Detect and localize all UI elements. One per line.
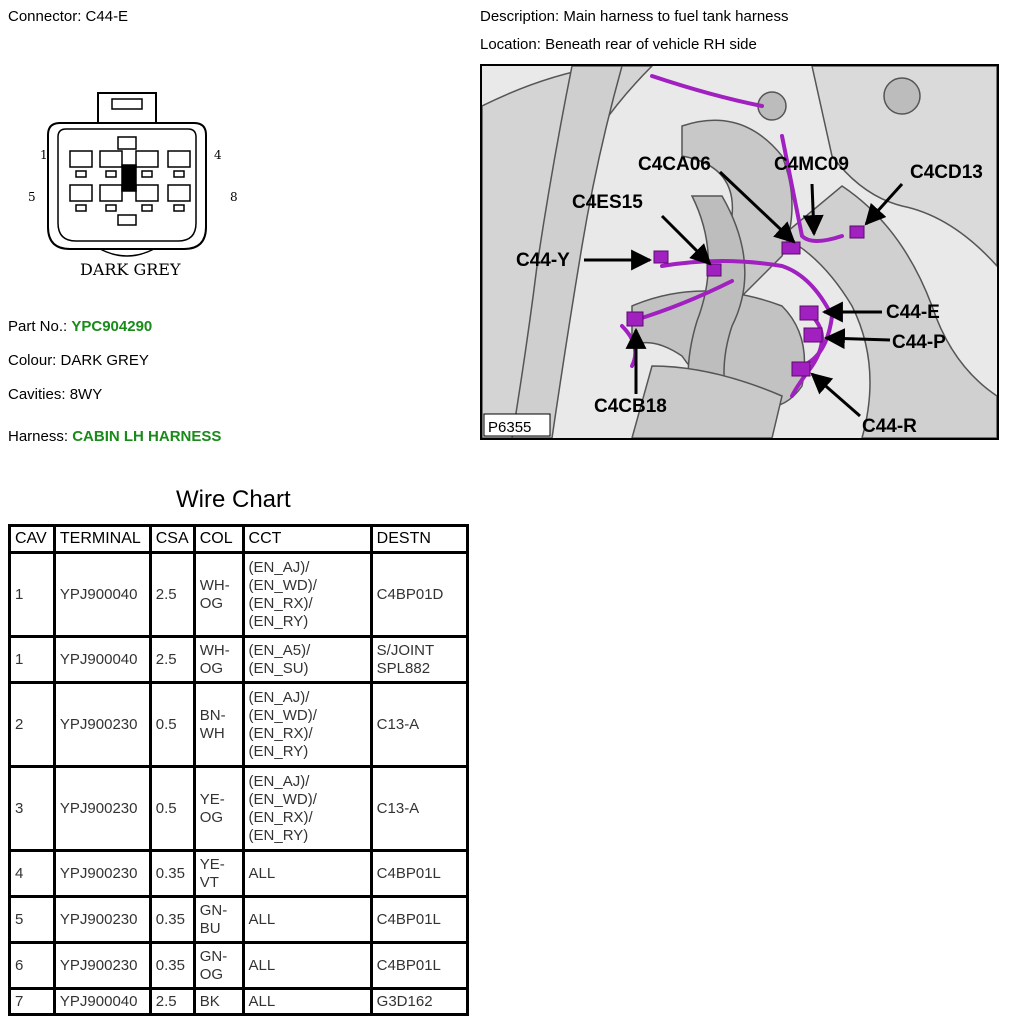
part-no-value: YPC904290	[71, 318, 153, 335]
colour-label: Colour:	[8, 352, 57, 369]
cell-cav: 7	[10, 989, 55, 1015]
callout-c44e: C44-E	[886, 302, 940, 323]
cell-destn: C4BP01L	[371, 851, 467, 897]
callout-c4es15: C4ES15	[572, 192, 643, 213]
cell-destn: C4BP01L	[371, 943, 467, 989]
harness-line	[8, 428, 221, 445]
callout-c4cd13: C4CD13	[910, 162, 983, 183]
cell-cav: 4	[10, 851, 55, 897]
cell-terminal: YPJ900040	[54, 637, 150, 683]
cell-cct: (EN_AJ)/ (EN_WD)/ (EN_RX)/ (EN_RY)	[243, 683, 371, 767]
harness-value: CABIN LH HARNESS	[72, 428, 222, 445]
header-cct: CCT	[243, 526, 371, 553]
callout-c4cb18: C4CB18	[594, 396, 667, 417]
connector-face-diagram	[20, 85, 250, 285]
table-row	[10, 851, 468, 897]
cavities-line	[8, 386, 102, 403]
cell-col: GN- BU	[194, 897, 243, 943]
cell-col: YE- VT	[194, 851, 243, 897]
table-row	[10, 897, 468, 943]
table-row	[10, 637, 468, 683]
connector-value: C44-E	[85, 8, 129, 25]
cell-cct: ALL	[243, 851, 371, 897]
cell-csa: 0.5	[150, 683, 194, 767]
cell-cct: (EN_A5)/ (EN_SU)	[243, 637, 371, 683]
callout-c44y: C44-Y	[516, 250, 570, 271]
harness-label: Harness:	[8, 428, 69, 445]
cell-cav: 1	[10, 637, 55, 683]
cell-csa: 0.35	[150, 943, 194, 989]
table-row	[10, 767, 468, 851]
connector-line	[8, 8, 128, 25]
header-terminal: TERMINAL	[54, 526, 150, 553]
cell-col: WH- OG	[194, 637, 243, 683]
cell-cct: ALL	[243, 897, 371, 943]
pin-label-4: 4	[214, 148, 222, 162]
colour-line	[8, 352, 149, 369]
cell-cav: 6	[10, 943, 55, 989]
colour-value: DARK GREY	[60, 352, 149, 369]
description-value: Main harness to fuel tank harness	[563, 8, 789, 25]
cell-col: BN- WH	[194, 683, 243, 767]
cell-cav: 1	[10, 553, 55, 637]
cell-col: WH- OG	[194, 553, 243, 637]
location-photo	[480, 64, 999, 440]
cell-terminal: YPJ900230	[54, 897, 150, 943]
part-no-label: Part No.:	[8, 318, 68, 335]
cell-cav: 3	[10, 767, 55, 851]
cell-col: BK	[194, 989, 243, 1015]
cell-destn: C4BP01L	[371, 897, 467, 943]
location-label: Location:	[480, 36, 541, 53]
cell-col: YE- OG	[194, 767, 243, 851]
header-cav: CAV	[10, 526, 55, 553]
cavities-value: 8WY	[69, 386, 103, 403]
cell-terminal: YPJ900230	[54, 943, 150, 989]
location-value: Beneath rear of vehicle RH side	[545, 36, 757, 53]
table-row	[10, 683, 468, 767]
callout-c44r: C44-R	[862, 416, 917, 437]
cell-terminal: YPJ900230	[54, 767, 150, 851]
cell-cct: ALL	[243, 943, 371, 989]
cell-cav: 5	[10, 897, 55, 943]
description-label: Description:	[480, 8, 560, 25]
cavities-label: Cavities:	[8, 386, 66, 403]
callout-c4mc09: C4MC09	[774, 154, 849, 175]
cell-terminal: YPJ900040	[54, 553, 150, 637]
location-line	[480, 36, 757, 53]
cell-terminal: YPJ900230	[54, 851, 150, 897]
cell-col: GN- OG	[194, 943, 243, 989]
photo-id-label: P6355	[488, 419, 532, 436]
table-row	[10, 553, 468, 637]
wire-chart-title: Wire Chart	[176, 486, 291, 513]
pin-label-8: 8	[230, 190, 238, 204]
cell-destn: S/JOINT SPL882	[371, 637, 467, 683]
description-line	[480, 8, 789, 25]
cell-csa: 0.35	[150, 851, 194, 897]
diagram-colour-text: DARK GREY	[80, 260, 181, 279]
pin-label-5: 5	[28, 190, 36, 204]
table-row	[10, 943, 468, 989]
wire-chart-table	[8, 524, 469, 1016]
cell-csa: 2.5	[150, 637, 194, 683]
header-col: COL	[194, 526, 243, 553]
cell-csa: 2.5	[150, 989, 194, 1015]
cell-cct: (EN_AJ)/ (EN_WD)/ (EN_RX)/ (EN_RY)	[243, 553, 371, 637]
wire-chart-header-row	[10, 526, 468, 553]
cell-destn: G3D162	[371, 989, 467, 1015]
cell-destn: C13-A	[371, 683, 467, 767]
pin-label-1: 1	[40, 148, 48, 162]
part-no-line	[8, 318, 152, 335]
cell-destn: C4BP01D	[371, 553, 467, 637]
cell-terminal: YPJ900230	[54, 683, 150, 767]
header-destn: DESTN	[371, 526, 467, 553]
cell-csa: 2.5	[150, 553, 194, 637]
cell-terminal: YPJ900040	[54, 989, 150, 1015]
cell-csa: 0.5	[150, 767, 194, 851]
cell-cct: ALL	[243, 989, 371, 1015]
cell-cav: 2	[10, 683, 55, 767]
callout-c4ca06: C4CA06	[638, 154, 711, 175]
connector-label: Connector:	[8, 8, 82, 25]
cell-destn: C13-A	[371, 767, 467, 851]
header-csa: CSA	[150, 526, 194, 553]
table-row	[10, 989, 468, 1015]
cell-csa: 0.35	[150, 897, 194, 943]
cell-cct: (EN_AJ)/ (EN_WD)/ (EN_RX)/ (EN_RY)	[243, 767, 371, 851]
callout-c44p: C44-P	[892, 332, 946, 353]
